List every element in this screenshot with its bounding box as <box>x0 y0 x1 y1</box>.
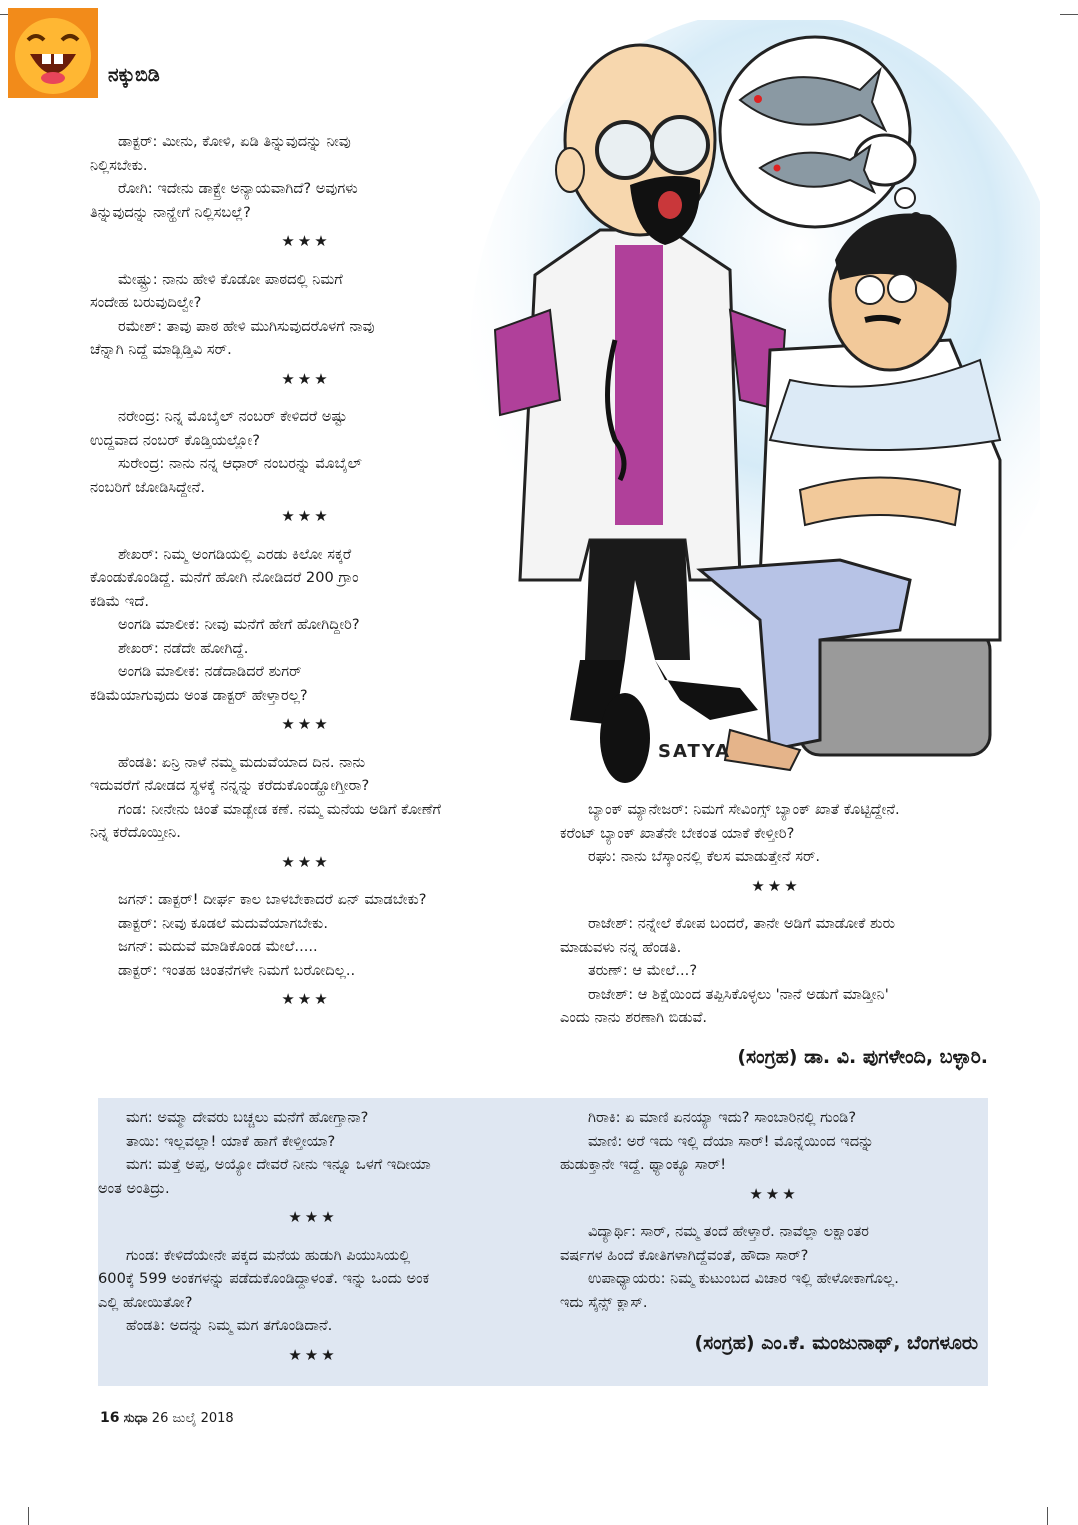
joke-line: ಮಗ: ಅಮ್ಮಾ ದೇವರು ಬಚ್ಚಲು ಮನೆಗೆ ಹೋಗ್ತಾನಾ? <box>126 1109 369 1126</box>
joke-line: ನಿನ್ನ ಕರೆದೊಯ್ತೀನಿ. <box>90 824 181 841</box>
laughing-face-logo <box>8 8 98 98</box>
page-footer <box>100 1410 234 1426</box>
joke-line: ಸುರೇಂದ್ರ: ನಾನು ನನ್ನ ಆಧಾರ್ ನಂಬರನ್ನು ಮೊಬೈಲ್ <box>118 455 362 472</box>
joke-line: ರೋಗಿ: ಇದೇನು ಡಾಕ್ಟ್ರೇ ಅನ್ಯಾಯವಾಗಿದೆ? ಅವುಗಳು <box>118 180 358 197</box>
joke-line: ರಘು: ನಾನು ಬೆಸ್ಕಾಂನಲ್ಲಿ ಕೆಲಸ ಮಾಡುತ್ತೇನೆ ಸರ್. <box>588 848 821 865</box>
separator-stars: ★★★ <box>749 1184 799 1203</box>
joke-line: ಮಾಣಿ: ಅರೆ ಇದು ಇಲ್ಲಿ ದೆಯಾ ಸಾರ್! ಮೊನ್ನೆಯಿಂದ ಇದನ್ನು <box>588 1132 874 1150</box>
shaded-jokes-box <box>98 1098 988 1386</box>
joke-line: ತಾಯಿ: ಇಲ್ಲವಲ್ಲಾ! ಯಾಕೆ ಹಾಗೆ ಕೇಳ್ತೀಯಾ? <box>126 1132 336 1150</box>
joke-line: ಗಂಡ: ನೀನೇನು ಚಿಂತೆ ಮಾಡ್ಬೇಡ ಕಣೆ. ನಮ್ಮ ಮನೆಯ ಅಡಿಗೆ ಕೋಣೆಗೆ <box>118 800 441 818</box>
joke-line: ಎಲ್ಲಿ ಹೋಯಿತೋ? <box>98 1293 193 1311</box>
joke-line: ಡಾಕ್ಟರ್: ನೀವು ಕೂಡಲೆ ಮದುವೆಯಾಗಬೇಕು. <box>118 914 328 932</box>
joke-line: ಕಡಿಮೆ ಇದೆ. <box>90 592 149 610</box>
joke-line: ಹೆಂಡತಿ: ಅದನ್ನು ನಿಮ್ಮ ಮಗ ತಗೊಂಡಿದಾನೆ. <box>126 1317 333 1334</box>
joke-line: ಡಾಕ್ಟರ್: ಮೀನು, ಕೋಳಿ, ಏಡಿ ತಿನ್ನುವುದನ್ನು ನೀವು <box>118 133 351 150</box>
joke-line: ಉಪಾಧ್ಯಾಯರು: ನಿಮ್ಮ ಕುಟುಂಬದ ವಿಚಾರ ಇಲ್ಲಿ ಹೇಳೋಕಾಗೊಲ್ಲ. <box>588 1270 899 1287</box>
joke-line: ಅಂಗಡಿ ಮಾಲೀಕ: ನೀವು ಮನೆಗೆ ಹೇಗೆ ಹೋಗಿದ್ದೀರಿ? <box>118 616 360 633</box>
crop-mark-bottom-right <box>1047 1507 1066 1525</box>
separator-stars: ★★★ <box>751 876 801 895</box>
magazine-name: ಸುಧಾ <box>123 1411 148 1426</box>
joke-line: ಅಂತ ಅಂತಿದ್ರು. <box>98 1179 170 1197</box>
joke-line: ಹೆಂಡತಿ: ಏನ್ರಿ ನಾಳೆ ನಮ್ಮ ಮದುವೆಯಾದ ದಿನ. ನಾನು <box>118 753 366 771</box>
separator-stars: ★★★ <box>281 852 331 871</box>
joke-line: ಚೆನ್ನಾಗಿ ನಿದ್ದೆ ಮಾಡ್ಬಿಡ್ತಿವಿ ಸರ್. <box>90 341 232 358</box>
joke-line: 600ಕ್ಕೆ 599 ಅಂಕಗಳನ್ನು ಪಡೆದುಕೊಂಡಿದ್ದಾಳಂತೆ. ಇನ್ನು ಒಂದು ಅಂಕ <box>98 1270 430 1287</box>
box-left-column <box>98 1106 528 1381</box>
joke-line: ಬ್ಯಾಂಕ್ ಮ್ಯಾನೇಜರ್: ನಿಮಗೆ ಸೇವಿಂಗ್ಸ್ ಬ್ಯಾಂಕ್ ಖಾತೆ ಕೊಟ್ಟಿದ್ದೇನೆ. <box>588 801 900 818</box>
joke-line: ಶೇಖರ್: ನಿಮ್ಮ ಅಂಗಡಿಯಲ್ಲಿ ಎರಡು ಕಿಲೋ ಸಕ್ಕರೆ <box>118 545 352 563</box>
separator-stars: ★★★ <box>281 507 331 525</box>
joke-line: ಗಿರಾಕಿ: ಏ ಮಾಣಿ ಏನಯ್ಯಾ ಇದು? ಸಾಂಬಾರಿನಲ್ಲಿ ಗುಂಡಿ? <box>588 1109 857 1126</box>
artist-signature: SATYA <box>658 741 732 762</box>
credit-line-2: (ಸಂಗ್ರಹ) ಎಂ.ಕೆ. ಮಂಜುನಾಥ್, ಬೆಂಗಳೂರು <box>694 1332 978 1354</box>
joke-line: ಇದು ಸೈನ್ಸ್ ಕ್ಲಾಸ್. <box>560 1293 648 1311</box>
issue-date: 26 ಜುಲೈ 2018 <box>151 1411 234 1426</box>
joke-line: ನಿಲ್ಲಿಸಬೇಕು. <box>90 156 148 174</box>
joke-line: ಕೊಂಡುಕೊಂಡಿದ್ದೆ. ಮನೆಗೆ ಹೋಗಿ ನೋಡಿದರೆ 200 ಗ್ರಾಂ <box>90 569 359 586</box>
joke-line: ಅಂಗಡಿ ಮಾಲೀಕ: ನಡೆದಾಡಿದರೆ ಶುಗರ್ <box>118 663 302 680</box>
right-jokes-column <box>560 798 992 1030</box>
box-right-column <box>560 1106 988 1314</box>
joke-line: ಮಾಡುವಳು ನನ್ನ ಹೆಂಡತಿ. <box>560 938 682 956</box>
joke-line: ಹುಡುಕ್ತಾನೇ ಇದ್ದೆ. ಥ್ಯಾಂಕ್ಯೂ ಸಾರ್! <box>560 1156 727 1173</box>
joke-line: ವಿದ್ಯಾರ್ಥಿ: ಸಾರ್, ನಮ್ಮ ತಂದೆ ಹೇಳ್ತಾರೆ. ನಾವೆಲ್ಲಾ ಲಕ್ಷಾಂತರ <box>588 1223 870 1240</box>
joke-line: ಜಗನ್: ಮದುವೆ ಮಾಡಿಕೊಂಡ ಮೇಲೆ..... <box>118 938 318 955</box>
separator-stars: ★★★ <box>281 232 331 250</box>
joke-line: ಜಗನ್: ಡಾಕ್ಟರ್! ದೀರ್ಘ ಕಾಲ ಬಾಳಬೇಕಾದರೆ ಏನ್ ಮಾಡಬೇಕು? <box>118 891 427 908</box>
joke-line: ಮಗ: ಮತ್ತೆ ಅಪ್ಪ, ಅಯ್ಯೋ ದೇವರೆ ನೀನು ಇನ್ನೂ ಒಳಗೆ ಇದೀಯಾ <box>126 1156 431 1173</box>
joke-line: ವರ್ಷಗಳ ಹಿಂದೆ ಕೋತಿಗಳಾಗಿದ್ದೆವಂತೆ, ಹೌದಾ ಸಾರ್? <box>560 1246 809 1264</box>
joke-line: ರಮೇಶ್: ತಾವು ಪಾಠ ಹೇಳಿ ಮುಗಿಸುವುದರೊಳಗೆ ನಾವು <box>118 317 375 335</box>
joke-line: ಉದ್ದವಾದ ನಂಬರ್ ಕೊಡ್ತಿಯಲ್ಲೋ? <box>90 431 260 449</box>
separator-stars: ★★★ <box>281 990 331 1008</box>
joke-line: ಸಂದೇಹ ಬರುವುದಿಲ್ವೇ? <box>90 294 202 311</box>
separator-stars: ★★★ <box>281 715 331 733</box>
joke-line: ಕರೆಂಟ್ ಬ್ಯಾಂಕ್ ಖಾತೆನೇ ಬೇಕಂತ ಯಾಕೆ ಕೇಳ್ತೀರಿ? <box>560 824 795 842</box>
crop-mark-top-right <box>1060 14 1078 33</box>
section-title: ನಕ್ಕುಬಿಡಿ <box>108 64 160 86</box>
joke-line: ನರೇಂದ್ರ: ನಿನ್ನ ಮೊಬೈಲ್ ನಂಬರ್ ಕೇಳಿದರೆ ಅಷ್ಟು <box>118 408 348 425</box>
joke-line: ಇದುವರೆಗೆ ನೋಡದ ಸ್ಥಳಕ್ಕೆ ನನ್ನನ್ನು ಕರೆದುಕೊಂಡ್ಹೋಗ್ತೀರಾ? <box>90 777 370 794</box>
left-jokes-column <box>90 130 522 1026</box>
doctor-patient-cartoon <box>440 20 1040 790</box>
separator-stars: ★★★ <box>281 369 331 388</box>
joke-line: ಗುಂಡ: ಕೇಳಿದೆಯೇನೇ ಪಕ್ಕದ ಮನೆಯ ಹುಡುಗಿ ಪಿಯುಸಿಯಲ್ಲಿ <box>126 1246 411 1264</box>
separator-stars: ★★★ <box>288 1345 338 1364</box>
joke-line: ತರುಣ್: ಆ ಮೇಲೆ...? <box>588 962 698 979</box>
separator-stars: ★★★ <box>288 1208 338 1226</box>
joke-line: ಶೇಖರ್: ನಡೆದೇ ಹೋಗಿದ್ದೆ. <box>118 639 249 657</box>
joke-line: ರಾಜೇಶ್: ನನ್ನೇಲೆ ಕೋಪ ಬಂದರೆ, ತಾನೇ ಅಡಿಗೆ ಮಾಡೋಕೆ ಶುರು <box>588 915 895 932</box>
crop-mark-bottom-left <box>10 1507 29 1525</box>
page-number: 16 <box>100 1410 120 1426</box>
joke-line: ಡಾಕ್ಟರ್: ಇಂತಹ ಚಿಂತನೆಗಳೇ ನಿಮಗೆ ಬರೋದಿಲ್ಲ.. <box>118 961 356 979</box>
joke-line: ಮೇಷ್ಟ್ರು: ನಾನು ಹೇಳಿ ಕೊಡೋ ಪಾಠದಲ್ಲಿ ನಿಮಗೆ <box>118 270 343 288</box>
joke-line: ನಂಬರಿಗೆ ಜೋಡಿಸಿದ್ದೇನೆ. <box>90 478 206 496</box>
joke-line: ತಿನ್ನುವುದನ್ನು ನಾನ್ಹೇಗೆ ನಿಲ್ಲಿಸಬಲ್ಲೆ? <box>90 203 251 221</box>
credit-line-1: (ಸಂಗ್ರಹ) ಡಾ. ವಿ. ಪುಗಳೇಂದಿ, ಬಳ್ಳಾರಿ. <box>737 1046 988 1068</box>
joke-line: ರಾಜೇಶ್: ಆ ಶಿಕ್ಷೆಯಿಂದ ತಪ್ಪಿಸಿಕೊಳ್ಳಲು 'ನಾನೆ ಅಡುಗೆ ಮಾಡ್ತೀನಿ' <box>588 985 889 1003</box>
joke-line: ಕಡಿಮೆಯಾಗುವುದು ಅಂತ ಡಾಕ್ಟರ್ ಹೇಳ್ತಾರಲ್ಲ? <box>90 686 308 704</box>
joke-line: ಎಂದು ನಾನು ಶರಣಾಗಿ ಬಿಡುವೆ. <box>560 1009 708 1026</box>
